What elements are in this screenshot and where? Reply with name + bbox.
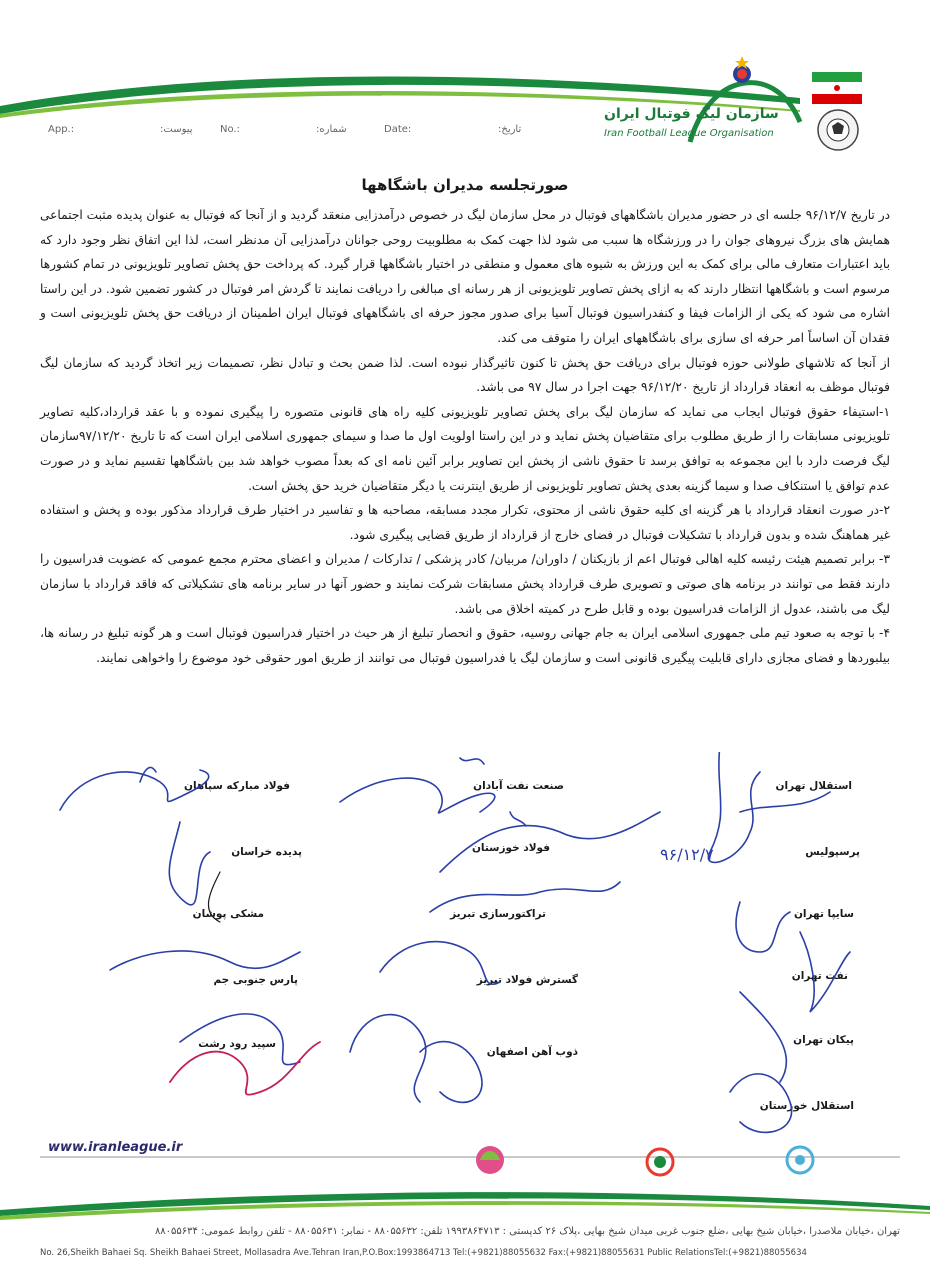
signature-esteghlal-tehran [708,752,760,862]
signature-sepahan [60,770,209,810]
signature-sanat-naft [340,778,495,813]
number-label-fa: شماره: [316,124,347,135]
sig-label-esteghlal-khuzestan: استقلال خوزستان [759,1100,854,1112]
signature-esteghlal-khuzestan [730,1074,792,1133]
paragraph-intro: در تاریخ ۹۶/۱۲/۷ جلسه ای در حضور مدیران باشگاههای فوتبال در محل سازمان لیگ در خصوص درآمدزایی منعقد گردید و از آنجا که فوتبال به عنوان پدیده مثبت اجتماعی همایش های بزرگ نیروهای جوان را در ورزشگاه ها سبب می شود لذا جهت کمک به مطلوبیت روحی جوانان درآمدزایی آن مدنظر است، لذا این اتفاق نظر وجود دارد که باید اعتبارات متعارف مالی برای کمک به این ورزش به شیوه های معمول و منطقی در اختیار باشگاهها قرار گیرد. که پرداخت حق پخش تصاویر تلویزیونی در تمام کشورها مرسوم است و باشگاهها انتظار دارند که به ازای پخش تصاویر تلویزیونی از هر رسانه ای مبالغی را دریافت نمایند تا گردش امر فوتبال در کشور تضمین شود. در این راستا اشاره می شود که یکی از الزامات فیفا و کنفدراسیون فوتبال آسیا برای صدور مجوز حرفه ای باشگاههای فوتبال ایران اطمینان از دریافت حق پخش تلویزیونی است و فقدان آن اساساً امر حرفه ای سازی برای باشگاههای ایران را متوقف می کند. [40,208,891,345]
sig-label-tractor: تراکتورسازی تبریز [450,908,546,920]
partner-logo-middle-icon [640,1140,680,1180]
signature-gostaresh [380,942,500,985]
partner-logo-left-icon [470,1140,510,1180]
sig-label-sanat-naft: صنعت نفت آبادان [473,780,564,792]
signature-padideh [169,822,210,905]
signature-saipa [736,902,790,952]
paragraph-item-1: ۱-استیفاء حقوق فوتبال ایجاب می نماید که سازمان لیگ برای پخش تصاویر تلویزیونی کلیه راه های قانونی متصوره را پیگیری نموده و با عقد قرارداد،کلیه تصاویر تلویزیونی مسابقات را از طریق مطلوب برای متقاضیان پخش نماید و در این راستا اولویت اول ما صدا و سیمای جمهوری اسلامی ایران است که تا تاریخ ۹۷/۱۲/۲۰سازمان لیگ فرصت دارد با این مجموعه به توافق برسد تا حقوق ناشی از پخش این تصاویر برابر آئین نامه ای که بعداً مصوب خواهد شد بین باشگاهها تقسیم نماید و در صورت عدم توافق یا استنکاف صدا و سیما گزینه بعدی پخش تصاویر تلویزیونی از طریق اینترنت یا دیگر متقاضیان خرید حق پخش است. [40,404,890,493]
sig-label-sepahan: فولاد مبارکه سپاهان [184,780,290,792]
attach-label-fa: پیوست: [160,124,193,135]
sig-label-persepolis: پرسپولیس [805,846,860,858]
sig-label-sepidrood: سپید رود رشت [198,1038,276,1050]
footer-address-fa: تهران ،خیابان ملاصدرا ،خیابان شیخ بهایی ،ضلع جنوب غربی میدان شیخ بهایی ،پلاک ۲۶ کدپستی : ۱۹۹۳۸۶۴۷۱۳ تلفن: ۸۸۰۵۵۶۳۲ - نمابر: ۸۸۰۵۵۶۳۱ - تلفن روابط عمومی: ۸۸۰۵۵۶۳۴ [154,1226,900,1237]
footer-address-en: No. 26,Sheikh Bahaei Sq. Sheikh Bahaei Street, Mollasadra Ave.Tehran Iran,P.O.Box:1993864713 Tel:(+9821)88055632 Fax:(+9821)88055631 Public RelationsTel:(+9821)88055634 [40,1248,807,1258]
sig-label-gostaresh: گسترش فولاد تبریز [476,974,578,986]
signature-sepidrood [180,1014,300,1065]
sig-label-zob-ahan: ذوب آهن اصفهان [486,1046,578,1058]
sig-label-foolad-khuzestan: فولاد خوزستان [471,842,550,854]
sig-label-naft-tehran: نفت تهران [791,970,848,982]
signature-paykan [740,992,786,1082]
iran-flag-icon [812,72,862,104]
sig-label-esteghlal-tehran: استقلال تهران [775,780,852,792]
sig-label-meshki-pooshan: مشکی پوشان [192,908,264,920]
paragraph-item-3: ۳- برابر تصمیم هیئت رئیسه کلیه اهالی فوتبال اعم از بازیکنان / داوران/ مربیان/ کادر پزشکی / تدارکات / مدیران و اعضای محترم مجمع عمومی که عضویت فدراسیون را دارند فقط می توانند در برنامه های صوتی و تصویری طرف قرارداد پخش مسابقات شرکت نمایند و حضور آنها در سایر برنامه های تشکیلاتی که فاقد قرارداد با سازمان لیگ می باشند، عدول از الزامات فدراسیون بوده و قابل طرح در کمیته اخلاق می باشد. [40,552,890,616]
signature-pars-jonoubi [110,951,300,970]
sig-label-padideh: پدیده خراسان [231,846,302,858]
signature-strokes [40,752,910,1152]
signature-foolad-khuzestan [440,812,660,872]
league-name-fa: سازمان لیگ فوتبال ایران [604,106,779,122]
signature-naft-tehran [800,932,850,1012]
date-label-fa: تاریخ: [498,124,522,135]
website-link[interactable]: www.iranleague.ir [48,1140,183,1155]
attach-label-en: App.: [48,124,75,135]
handwritten-date: ۹۶/۱۲/۷ [660,845,714,864]
number-label-en: No.: [220,124,240,135]
date-label-en: Date: [384,124,412,135]
sig-label-pars-jonoubi: پارس جنوبی جم [213,974,298,986]
paragraph-item-4: ۴- با توجه به صعود تیم ملی جمهوری اسلامی ایران به جام جهانی روسیه، حقوق و انحصار تبلیغ از هر حیث در اختیار فدراسیون فوتبال است و هر گونه تبلیغ در رسانه ها، بیلبوردها و فضای مجازی دارای قابلیت پیگیری قانونی است و سازمان لیگ یا فدراسیون فوتبال می توانند از طریق امور حقوقی خود موضوع را واخواهی نمایند. [40,626,890,665]
federation-badge-icon [812,108,864,152]
footer-green-swoosh [0,1180,930,1220]
partner-logo-right-icon [780,1140,820,1180]
document-body [40,203,890,670]
document-title: صورتجلسه مدیران باشگاهها [361,176,569,194]
paragraph-item-2: ۲-در صورت انعقاد قرارداد با هر گزینه ای کلیه حقوق ناشی از محتوی، تکرار مجدد مسابقه، مصاحبه ها و تفاسیر در اختیار طرف قرارداد مذکور بوده و پخش و استفاده غیر هماهنگ شده و بدون قرارداد با تشکیلات فوتبال در فضای خارج از قرارداد از طریق قضایی پیگیری شود. [40,503,890,542]
sig-label-paykan: پیکان تهران [793,1034,854,1046]
paragraph-decision: از آنجا که تلاشهای طولانی حوزه فوتبال برای دریافت حق پخش تا کنون تاثیرگذار نبوده است. لذا ضمن بحث و تبادل نظر، تصمیمات زیر اتخاذ گردید که سازمان لیگ فوتبال موظف به انعقاد قرارداد از تاریخ ۹۶/۱۲/۲۰ جهت اجرا در سال ۹۷ می باشد. [40,355,890,395]
signature-tractor [430,882,620,912]
sig-label-saipa: سایپا تهران [793,908,854,920]
signature-zob-ahan [420,1042,482,1103]
league-name-en: Iran Football League Organisation [604,128,774,139]
